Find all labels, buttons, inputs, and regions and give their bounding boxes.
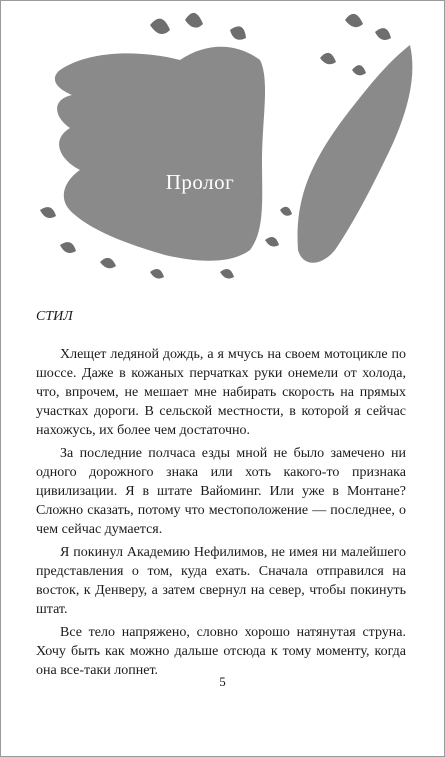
feather <box>375 28 391 40</box>
page-number: 5 <box>219 674 226 689</box>
feather <box>220 269 234 279</box>
feather <box>320 53 336 64</box>
section-label: СТИЛ <box>36 309 73 324</box>
feather <box>345 14 363 27</box>
feather <box>230 26 246 39</box>
paragraph: Я покинул Академию Нефилимов, не имея ни малейшего представления о том, куда ехать. Сначала отправился на восток, к Денверу, а затем свернул на север, чтобы покинуть штат. <box>36 545 406 617</box>
paragraph: Все тело напряжено, словно хорошо натянутая струна. Хочу быть как можно дальше отсюда к тому моменту, когда она все-таки лопнет. <box>36 625 406 678</box>
left-wing <box>55 47 265 261</box>
feather <box>280 207 292 216</box>
right-wing <box>298 45 413 263</box>
feather <box>150 269 164 279</box>
paragraph: За последние полчаса езды мной не было замечено ни одного дорожного знака или хоть какого-то признака цивилизации. Я в штате Вайоминг. Или уже в Монтане? Сложно сказать, потому что местоположение — последнее, о чем сейчас думается. <box>36 446 406 537</box>
feather <box>40 207 56 218</box>
feather <box>100 258 116 268</box>
chapter-title: Пролог <box>165 170 235 194</box>
paragraph: Хлещет ледяной дождь, а я мчусь на своем мотоцикле по шоссе. Даже в кожаных перчатках руки онемели от холода, что, впрочем, не мешает мне набирать скорость на прямых участках дороги. В сельской местности, в которой я сейчас нахожусь, их более чем достаточно. <box>36 347 406 438</box>
feather <box>185 13 203 28</box>
feather <box>265 237 279 247</box>
feather <box>150 19 170 34</box>
body-text <box>36 345 406 684</box>
feather <box>60 242 76 253</box>
wings-illustration <box>0 0 445 300</box>
feather <box>352 65 366 75</box>
